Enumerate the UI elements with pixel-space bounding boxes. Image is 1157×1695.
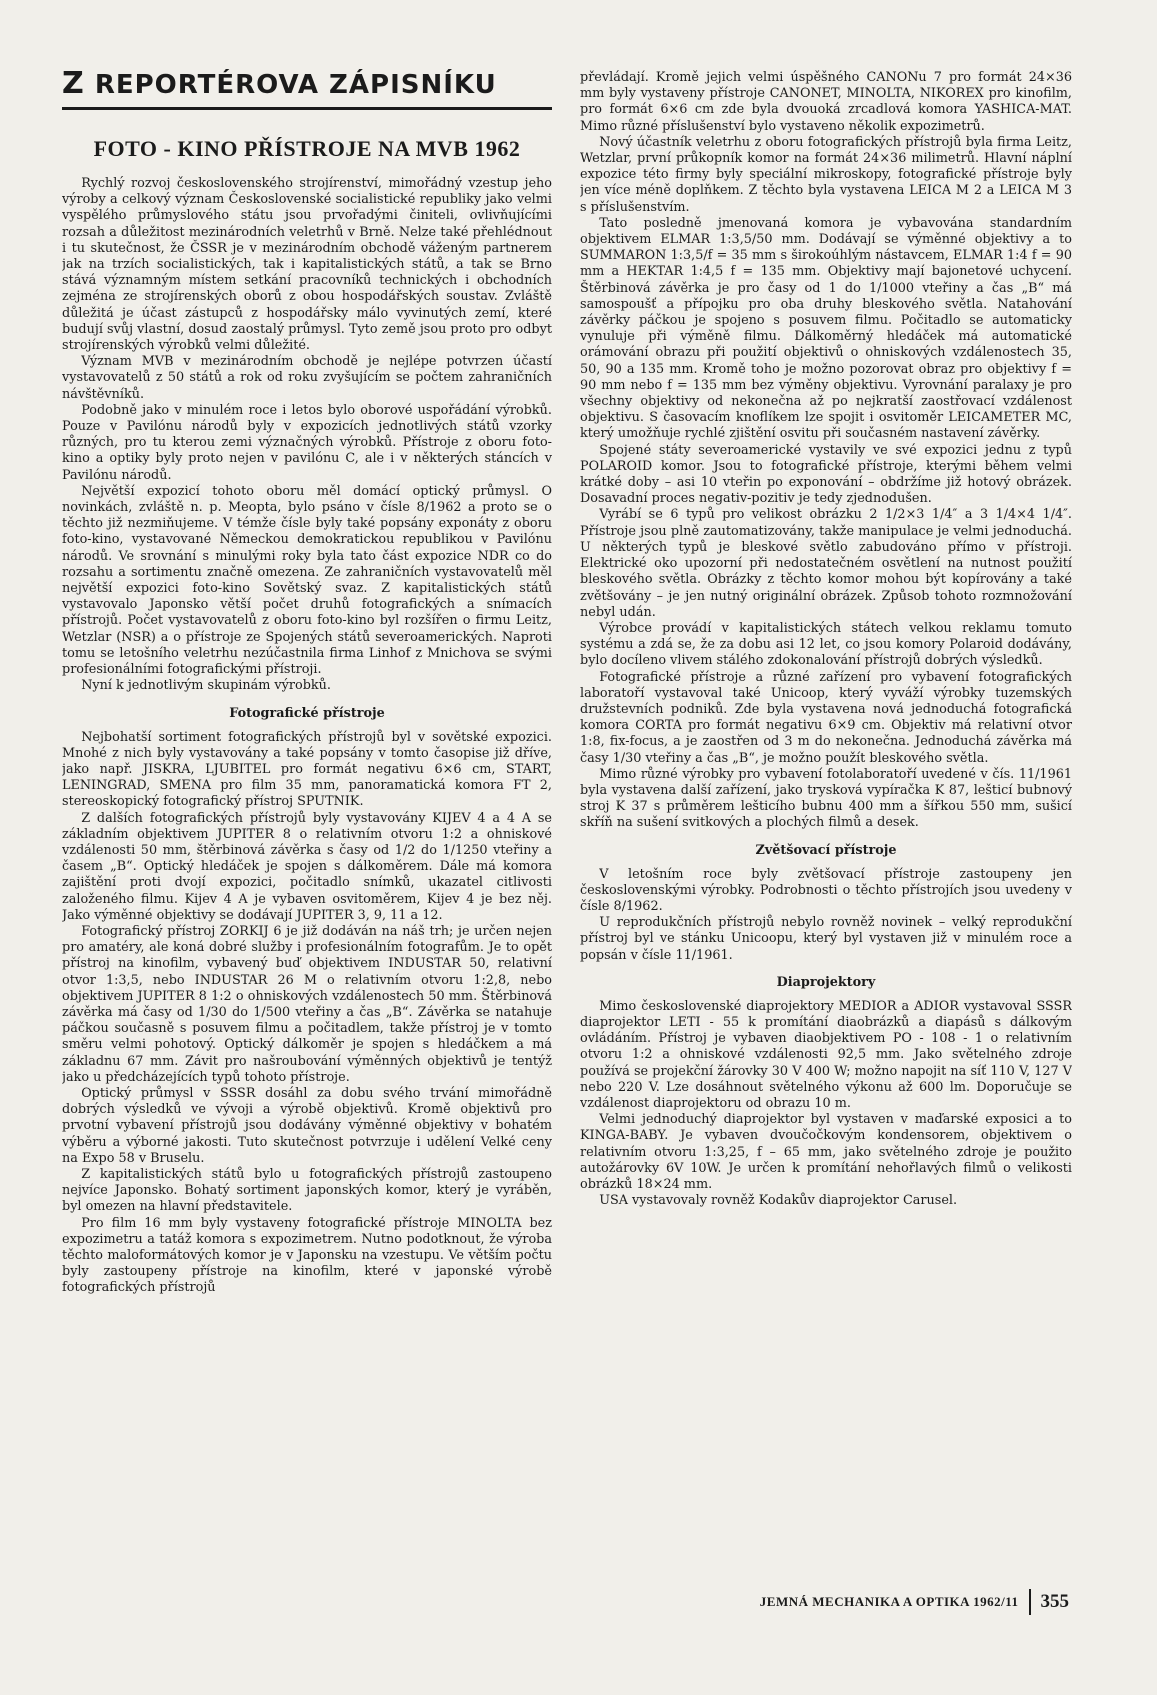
paragraph: USA vystavovaly rovněž Kodakův diaprojektor Carusel. [599,1193,958,1209]
paragraph: V letošním roce byly zvětšovací přístroje zastoupeny jen československými výrobky. Podrobnosti o těchto přístrojích jsou uvedeny v čísle 8/1962. [580,866,1072,914]
rubric-text: REPORTÉROVA ZÁPISNÍKU [84,70,497,100]
paragraph: Vyrábí se 6 typů pro velikost obrázku 2 1/2×3 1/4″ a 3 1/4×4 1/4″. Přístroje jsou plně zautomatizovány, takže manipulace je velmi jednoduchá. U některých typů je bleskové světlo zabudováno přímo v přístroji. Elektrické oko upozorní při nedostatečném osvětlení na nutnost použití bleskového světla. Obrázky z těchto komor mohou být kopírovány a také zvětšovány – je jen nutný originální obrázek. Způsob tohoto rozmnožování nebyl udán. [580,507,1072,620]
paragraph: Z kapitalistických států bylo u fotografických přístrojů zastoupeno nejvíce Japonsko. Bohatý sortiment japonských komor, který je vyráběn, byl omezen na hlavní představitele. [62,1166,552,1215]
right-column [580,70,1072,1600]
paragraph: U reprodukčních přístrojů nebylo rovněž novinek – velký reprodukční přístroj byl ve stánku Unicoopu, který byl vystaven již v minulém roce a popsán v čísle 11/1961. [580,915,1072,963]
paragraph: Fotografický přístroj ZORKIJ 6 je již dodáván na náš trh; je určen nejen pro amatéry, ale koná dobré služby i profesionálním fotografům. Je to opět přístroj na kinofilm, vybavený buď objektivem INDUSTAR 50, relativní otvor 1:3,5, nebo INDUSTAR 26 M o relativním otvoru 1:2,8, nebo objektivem JUPITER 8 1:2 o ohniskových vzdálenostech 50 mm. Štěrbinová závěrka má časy od 1/30 do 1/500 vteřiny a čas „B“. Závěrka se natahuje páčkou současně s posuvem filmu a počitadlem, takže přístroj je v tomto směru velmi pohotový. Optický dálkoměr je spojen s hledáčkem a má základnu 67 mm. Závit pro našroubování výměnných objektivů je tentýž jako u předcházejících typů tohoto přístroje. [62,923,552,1085]
paragraph: Výrobce provádí v kapitalistických státech velkou reklamu tomuto systému a zdá se, že za dobu asi 12 let, co jsou komory Polaroid dodávány, bylo docíleno vlivem stálého zdokonalování přístrojů dobrých výsledků. [580,620,1072,669]
paragraph: Tato posledně jmenovaná komora je vybavována standardním objektivem ELMAR 1:3,5/50 mm. Dodávají se výměnné objektivy a to SUMMARON 1:3,5/f = 35 mm s širokoúhlým nástavcem, ELMAR 1:4 f = 90 mm a HEKTAR 1:4,5 f = 135 mm. Objektivy mají bajonetové uchycení. Štěrbinová závěrka je pro časy od 1 do 1/1000 vteřiny a čas „B“ má samospoušť a přípojku pro oba druhy bleskového světla. Natahování závěrky páčkou je spojeno s posuvem filmu. Počitadlo se automaticky vynuluje při výměně filmu. Dálkoměrný hledáček má automatické orámování obrazu při použití objektivů o ohniskových vzdálenostech 35, 50, 90 a 135 mm. Kromě toho je možno pozorovat obraz pro objektivy f = 90 mm nebo f = 135 mm bez výměny objektivu. Vyrovnání paralaxy je pro všechny objektivy od nekonečna až po nejkratší zaostřovací vzdálenost objektivu. S časovacím knoflíkem lze spojit i osvitoměr LEICAMETER MC, který umožňuje rychlé zjištění osvitu při současném nastavení závěrky. [580,215,1072,442]
paragraph: Z dalších fotografických přístrojů byly vystavovány KIJEV 4 a 4 A se základním objektivem JUPITER 8 o relativním otvoru 1:2 a ohniskové vzdálenosti 50 mm, štěrbinová závěrka s časy od 1/2 do 1/1250 vteřiny a časem „B“. Optický hledáček je spojen s dálkoměrem. Dále má komora zajištění proti dvojí expozici, počitadlo snímků, ukazatel citlivosti založeného filmu. Kijev 4 A je vybaven osvitoměrem, Kijev 4 je bez něj. Jako výměnné objektivy se dodávají JUPITER 3, 9, 11 a 12. [62,810,552,923]
page-footer [760,1589,1069,1615]
footer-divider [1029,1589,1031,1615]
journal-title: JEMNÁ MECHANIKA A OPTIKA 1962/11 [759,1594,1019,1609]
paragraph: Optický průmysl v SSSR dosáhl za dobu svého trvání mimořádně dobrých výsledků ve vývoji a výrobě objektivů. Kromě objektivů pro prvotní vybavení přístrojů jsou dodávány výměnné objektivy v bohatém výběru a výborné jakosti. Tuto skutečnost potvrzuje i udělení Velké ceny na Expo 58 v Bruselu. [62,1085,552,1166]
left-column [62,66,552,1600]
paragraph: Velmi jednoduchý diaprojektor byl vystaven v maďarské exposici a to KINGA-BABY. Je vybaven dvoučočkovým kondensorem, objektivem o relativním otvoru 1:3,25, f – 65 mm, jako světelného zdroje je použito autožárovky 6V 10W. Je určen k promítání nehořlavých filmů o velikosti obrázků 18×24 mm. [580,1112,1072,1192]
paragraph: Podobně jako v minulém roce i letos bylo oborové uspořádání výrobků. Pouze v Pavilónu národů byly v expozicích jednotlivých států vzorky různých, pro tu kterou zemi význačných výrobků. Přístroje z oboru foto-kino a optiky byly proto nejen v pavilónu C, ale i v některých stáncích v Pavilónu národů. [62,402,552,483]
subheading-slide-projectors: Diaprojektory [776,974,876,990]
paragraph: Mimo různé výrobky pro vybavení fotolaboratoří uvedené v čís. 11/1961 byla vystavena další zařízení, jako trysková vypíračka K 87, lešticí bubnový stroj K 37 s průměrem lešticího bubnu 400 mm a šířkou 550 mm, sušicí skříň na sušení svitkových a plochých filmů a desek. [580,766,1072,831]
paragraph: Mimo československé diaprojektory MEDIOR a ADIOR vystavoval SSSR diaprojektor LETI - 55 k promítání diaobrázků a diapásů s dálkovým ovládáním. Přístroj je vybaven diaobjektivem PO - 108 - 1 o relativním otvoru 1:2 a ohniskové vzdálenosti 92,5 mm. Jako světelného zdroje používá se projekční žárovky 30 V 400 W; možno napojit na síť 110 V, 127 V nebo 220 V. Lze dosáhnout světelného výkonu až 600 lm. Doporučuje se vzdálenost diaprojektoru od obrazu 10 m. [580,998,1072,1111]
paragraph: Rychlý rozvoj československého strojírenství, mimořádný vzestup jeho výroby a celkový význam Československé socialistické republiky jako velmi vyspělého průmyslového státu jsou prvořadými činiteli, ovlivňujícími rozsah a důležitost mezinárodních veletrhů v Brně. Nelze také přehlédnout i tu skutečnost, že ČSSR je v mezinárodním obchodě váženým partnerem jak na trzích socialistických, tak i kapitalistických států, a tak se Brno stává významným místem setkání pracovníků technických i obchodních zejména ze strojírenských oborů z obou hospodářských soustav. Zvláště důležitá je účast zástupců z hospodářsky málo vyvinutých zemí, které budují svůj vlastní, dosud zaostalý průmysl. Tyto země jsou proto pro odbyt strojírenských výrobků velmi důležité. [62,176,552,354]
paragraph: Nový účastník veletrhu z oboru fotografických přístrojů byla firma Leitz, Wetzlar, první průkopník komor na formát 24×36 milimetrů. Hlavní náplní expozice této firmy byly speciální mikroskopy, fotografické přístroje byly jen více méně doplňkem. Z těchto byla vystavena LEICA M 2 a LEICA M 3 s příslušenstvím. [580,134,1072,215]
article-headline: FOTO - KINO PŘÍSTROJE NA MVB 1962 [93,136,521,161]
subheading-photo-devices: Fotografické přístroje [229,705,385,721]
paragraph: Největší expozicí tohoto oboru měl domácí optický průmysl. O novinkách, zvláště n. p. Meopta, bylo psáno v čísle 8/1962 a proto se o těchto již nezmiňujeme. V témže čísle byly také popsány exponáty z oboru foto-kino, vystavované Německou demokratickou republikou v Pavilónu národů. Ve srovnání s minulými roky byla tato část expozice NDR co do rozsahu a sortimentu značně omezena. Ze zahraničních vystavovatelů měl největší expozici foto-kino Sovětský svaz. Z kapitalistických států vystavovalo Japonsko větší počet druhů fotografických a snímacích přístrojů. Počet vystavovatelů z oboru foto-kino byl rozšířen o firmu Leitz, Wetzlar (NSR) a o přístroje ze Spojených států severoamerických. Naproti tomu se letošního veletrhu nezúčastnila firma Linhof z Mnichova se svými profesionálními fotografickými přístroji. [62,483,552,678]
rubric-letter: Z [62,66,85,101]
paragraph: Nyní k jednotlivým skupinám výrobků. [81,678,331,694]
paragraph: Nejbohatší sortiment fotografických přístrojů byl v sovětské expozici. Mnohé z nich byly vystavovány a také popsány v tomto časopise již dříve, jako např. JISKRA, LJUBITEL pro formát negativu 6×6 cm, START, LENINGRAD, SMENA pro film 35 mm, panoramatická komora FT 2, stereoskopický fotografický přístroj SPUTNIK. [62,729,552,810]
paragraph: Pro film 16 mm byly vystaveny fotografické přístroje MINOLTA bez expozimetru a tatáž komora s expozimetrem. Nutno podotknout, že výroba těchto maloformátových komor je v Japonsku na vzestupu. Ve větším počtu byly zastoupeny přístroje na kinofilm, které v japonské výrobě fotografických přístrojů [62,1215,552,1296]
page-number: 355 [1040,1591,1069,1612]
section-rubric [62,66,552,110]
paragraph: Spojené státy severoamerické vystavily ve své expozici jednu z typů POLAROID komor. Jsou to fotografické přístroje, kterými během velmi krátké doby – asi 10 vteřin po exponování – obdržíme již hotový obrázek. Dosavadní proces negativ-pozitiv je tedy zjednodušen. [580,442,1072,507]
paragraph: Fotografické přístroje a různé zařízení pro vybavení fotografických laboratoří vystavoval také Unicoop, který vyváží výrobky tuzemských družstevních podniků. Zde byla vystavena nová jednoduchá fotografická komora CORTA pro formát negativu 6×9 cm. Objektiv má relativní otvor 1:8, fix-focus, a je zaostřen od 3 m do nekonečna. Jednoduchá závěrka má časy 1/30 vteřiny a čas „B“, je možno použít bleskového světla. [580,669,1072,766]
paragraph: Význam MVB v mezinárodním obchodě je nejlépe potvrzen účastí vystavovatelů z 50 států a rok od roku zvyšujícím se počtem zahraničních návštěvníků. [62,354,552,402]
paragraph: převládají. Kromě jejich velmi úspěšného CANONu 7 pro formát 24×36 mm byly vystaveny přístroje CANONET, MINOLTA, NIKOREX pro kinofilm, pro formát 6×6 cm zde byla dvouoká zrcadlová komora YASHICA-MAT. Mimo různé příslušenství bylo vystaveno několik expozimetrů. [580,70,1072,134]
subheading-enlargers: Zvětšovací přístroje [755,842,897,858]
